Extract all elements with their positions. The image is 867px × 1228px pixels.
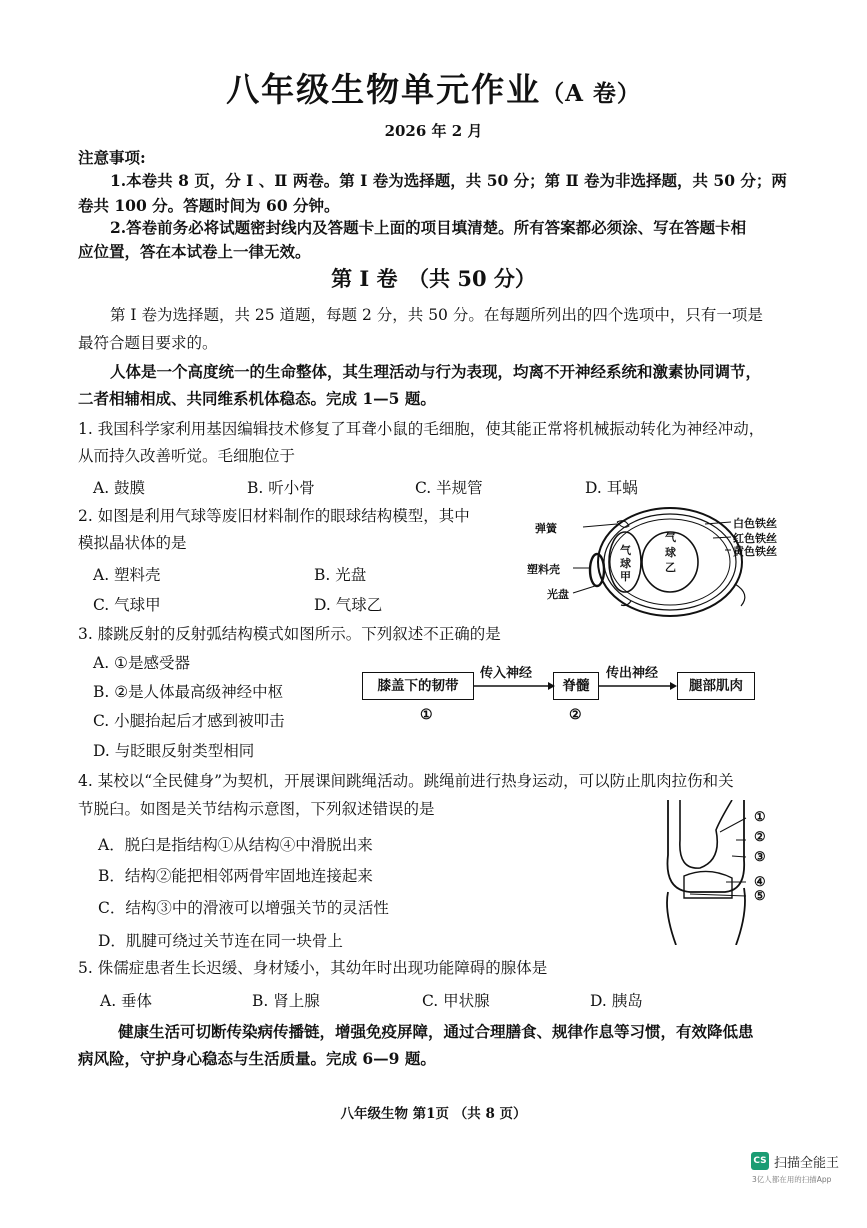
reflex-box-ligament: 膝盖下的韧带	[362, 672, 474, 700]
q3-stem-line1: 3. 膝跳反射的反射弧结构模式如图所示。下列叙述不正确的是	[78, 625, 501, 643]
scanner-logo-icon: CS	[751, 1152, 769, 1170]
q5-option-b: B. 肾上腺	[252, 992, 320, 1010]
q4-option-b: B．结构②能把相邻两骨牢固地连接起来	[98, 867, 373, 885]
q2-option-d: D. 气球乙	[314, 596, 383, 614]
passage2-line1: 健康生活可切断传染病传播链，增强免疫屏障，通过合理膳食、规律作息等习惯，有效降低患	[118, 1022, 754, 1041]
title-suffix: （A 卷）	[541, 80, 641, 107]
q5-option-d: D. 胰岛	[590, 992, 643, 1010]
reflex-arrow-efferent: 传出神经	[606, 666, 659, 681]
joint-label-2: ②	[754, 830, 766, 845]
q1-stem-line2: 从而持久改善听觉。毛细胞位于	[78, 447, 296, 465]
joint-label-5: ⑤	[754, 889, 766, 904]
joint-label-1: ①	[754, 810, 766, 825]
page-title	[0, 64, 867, 111]
q5-stem-line1: 5. 侏儒症患者生长迟缓、身材矮小，其幼年时出现功能障碍的腺体是	[78, 959, 548, 977]
eye-label-disc: 光盘	[547, 588, 569, 601]
eye-label-balloon-a: 气 球 甲	[620, 544, 631, 583]
q4-stem-line1: 4. 某校以“全民健身”为契机，开展课间跳绳活动。跳绳前进行热身运动，可以防止肌肉拉伤和关	[78, 772, 734, 790]
joint-label-3: ③	[754, 850, 766, 865]
eye-label-balloon-b: 气 球 乙	[665, 531, 676, 574]
q3-option-d: D. 与眨眼反射类型相同	[93, 742, 255, 760]
eye-label-spring: 弹簧	[535, 522, 557, 535]
joint-figure	[650, 800, 760, 945]
notice-heading: 注意事项:	[78, 148, 146, 167]
notice-item2-line1: 2.答卷前务必将试题密封线内及答题卡上面的项目填清楚。所有答案都必须涂、写在答题卡相	[110, 218, 747, 237]
q5-option-a: A. 垂体	[100, 992, 153, 1010]
reflex-mark-1: ①	[420, 707, 433, 723]
eye-label-wire-white: 白色铁丝	[733, 517, 777, 530]
joint-label-4: ④	[754, 875, 766, 890]
reflex-mark-2: ②	[569, 707, 582, 723]
q4-option-c: C．结构③中的滑液可以增强关节的灵活性	[98, 899, 389, 917]
joint-labels	[754, 808, 766, 907]
q3-option-a: A. ①是感受器	[93, 654, 190, 672]
q3-option-b: B. ②是人体最高级神经中枢	[93, 683, 284, 701]
q5-option-c: C. 甲状腺	[422, 992, 490, 1010]
title-main: 八年级生物单元作业	[226, 70, 542, 109]
q2-option-c: C. 气球甲	[93, 596, 161, 614]
passage2-line2: 病风险，守护身心稳态与生活质量。完成 6—9 题。	[78, 1049, 436, 1068]
passage1-line1: 人体是一个高度统一的生命整体，其生理活动与行为表现，均离不开神经系统和激素协同调节，	[110, 362, 762, 381]
section-title: 第 Ⅰ 卷 （共 50 分）	[331, 266, 536, 291]
eye-model-figure	[525, 500, 760, 625]
q2-option-a: A. 塑料壳	[93, 566, 161, 584]
q2-option-b: B. 光盘	[314, 566, 367, 584]
exam-date: 2026 年 2 月	[384, 122, 483, 140]
eye-label-wire-red: 红色铁丝	[733, 532, 777, 545]
reflex-arrow-afferent: 传入神经	[480, 666, 533, 681]
eye-label-shell: 塑料壳	[527, 563, 560, 576]
q4-option-d: D．肌腱可绕过关节连在同一块骨上	[98, 932, 343, 950]
q4-option-a: A．脱臼是指结构①从结构④中滑脱出来	[98, 836, 373, 854]
q1-option-a: A. 鼓膜	[93, 479, 146, 497]
notice-item1-line2: 卷共 100 分。答题时间为 60 分钟。	[78, 196, 340, 215]
plastic-shell-shape	[590, 554, 604, 586]
notice-item1-line1: 1.本卷共 8 页，分 Ⅰ 、Ⅱ 两卷。第 Ⅰ 卷为选择题，共 50 分；第 Ⅱ 卷为非选择题，共 50 分；两	[110, 171, 787, 190]
reflex-box-muscle: 腿部肌肉	[677, 672, 755, 700]
reflex-box-spinal-cord: 脊髓	[553, 672, 599, 700]
eye-label-wire-yellow: 黄色铁丝	[733, 545, 777, 558]
scanner-app-tagline: 3亿人都在用的扫描App	[752, 1175, 832, 1184]
q3-option-c: C. 小腿抬起后才感到被叩击	[93, 712, 285, 730]
section-intro-line1: 第 Ⅰ 卷为选择题，共 25 道题，每题 2 分，共 50 分。在每题所列出的四个选项中，只有一项是	[110, 306, 763, 324]
page-footer: 八年级生物 第1页 （共 8 页）	[340, 1106, 527, 1122]
section-intro-line2: 最符合题目要求的。	[78, 334, 218, 352]
q1-option-d: D. 耳蜗	[585, 479, 638, 497]
scanner-app-name: 扫描全能王	[774, 1156, 840, 1171]
q2-stem-line2: 模拟晶状体的是	[78, 534, 187, 552]
q1-stem-line1: 1. 我国科学家利用基因编辑技术修复了耳聋小鼠的毛细胞，使其能正常将机械振动转化为神经冲动，	[78, 420, 765, 438]
q1-option-b: B. 听小骨	[247, 479, 315, 497]
passage1-line2: 二者相辅相成、共同维系机体稳态。完成 1—5 题。	[78, 389, 436, 408]
notice-item2-line2: 应位置，答在本试卷上一律无效。	[78, 242, 311, 261]
q1-option-c: C. 半规管	[415, 479, 483, 497]
q2-stem-line1: 2. 如图是利用气球等废旧材料制作的眼球结构模型，其中	[78, 507, 470, 525]
q4-stem-line2: 节脱臼。如图是关节结构示意图，下列叙述错误的是	[78, 800, 435, 818]
